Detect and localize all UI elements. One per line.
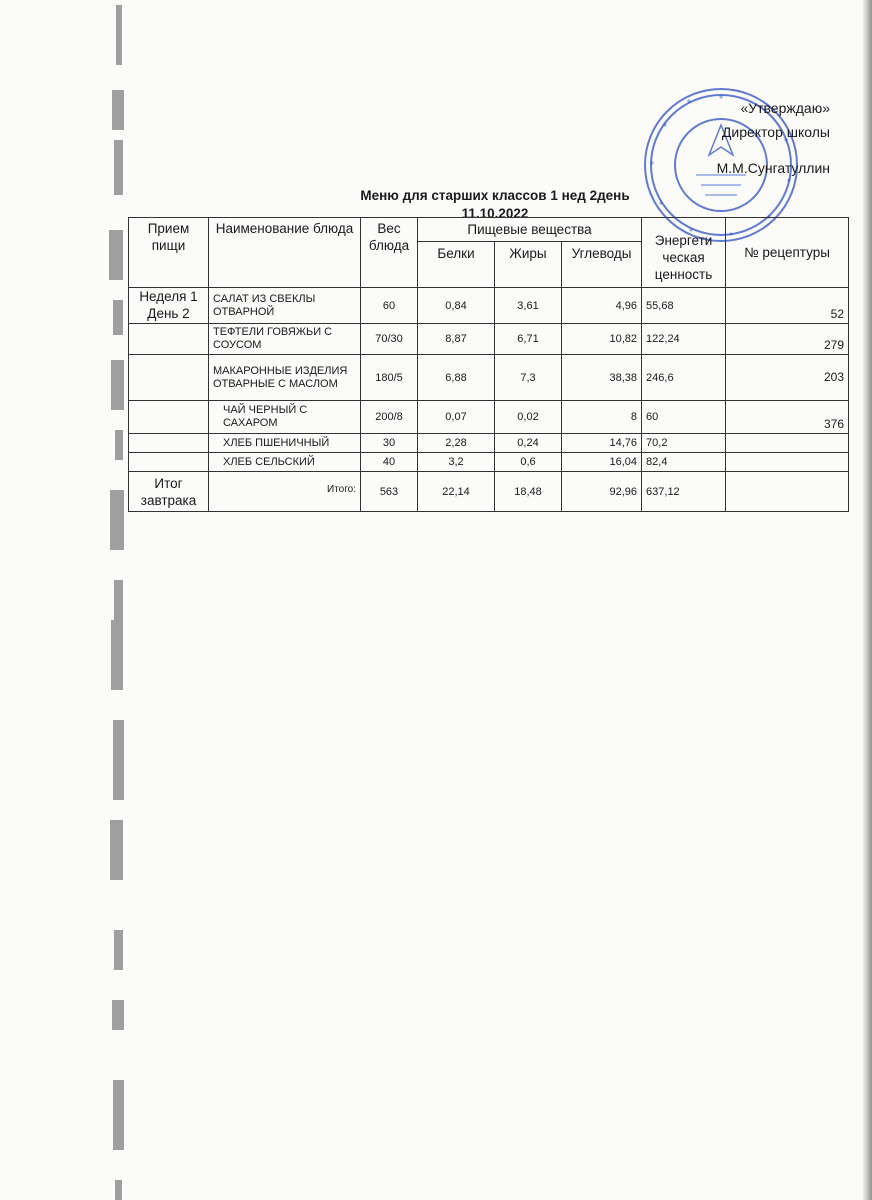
table-row <box>129 355 849 401</box>
total-recipe <box>726 472 849 512</box>
header-weight: Вес блюда <box>361 218 418 288</box>
menu-date: 11.10.2022 <box>461 206 529 221</box>
dish-recipe: 279 <box>726 324 849 355</box>
dish-weight: 30 <box>361 434 418 453</box>
approval-line-approve: «Утверждаю» <box>740 100 830 116</box>
dish-fat: 3,61 <box>495 288 562 324</box>
dish-recipe: 376 <box>726 401 849 434</box>
header-energy: Энергети ческая ценность <box>642 218 726 288</box>
menu-table <box>128 217 849 512</box>
dish-fat: 6,71 <box>495 324 562 355</box>
dish-fat: 0,24 <box>495 434 562 453</box>
dish-name: ХЛЕБ СЕЛЬСКИЙ <box>209 453 361 472</box>
dish-weight: 60 <box>361 288 418 324</box>
dish-protein: 3,2 <box>418 453 495 472</box>
dish-protein: 0,84 <box>418 288 495 324</box>
dish-weight: 200/8 <box>361 401 418 434</box>
meal-cell-empty <box>129 401 209 434</box>
header-carbs: Углеводы <box>562 242 642 288</box>
dish-carbs: 10,82 <box>562 324 642 355</box>
dish-fat: 7,3 <box>495 355 562 401</box>
total-meal-label: Итог завтрака <box>129 472 209 512</box>
dish-name: ХЛЕБ ПШЕНИЧНЫЙ <box>209 434 361 453</box>
header-dish: Наименование блюда <box>209 218 361 288</box>
total-carbs: 92,96 <box>562 472 642 512</box>
approval-line-name: М.М.Сунгатуллин <box>716 160 830 176</box>
approval-block <box>660 96 830 180</box>
total-label: Итого: <box>209 472 361 512</box>
meal-cell-empty <box>129 453 209 472</box>
dish-carbs: 4,96 <box>562 288 642 324</box>
table-row <box>129 288 849 324</box>
meal-cell-empty <box>129 324 209 355</box>
dish-carbs: 14,76 <box>562 434 642 453</box>
scan-edge-artifact <box>104 0 134 1200</box>
dish-name: САЛАТ ИЗ СВЕКЛЫ ОТВАРНОЙ <box>209 288 361 324</box>
dish-recipe <box>726 453 849 472</box>
total-weight: 563 <box>361 472 418 512</box>
table-row <box>129 434 849 453</box>
total-energy: 637,12 <box>642 472 726 512</box>
header-fat: Жиры <box>495 242 562 288</box>
dish-protein: 2,28 <box>418 434 495 453</box>
dish-protein: 8,87 <box>418 324 495 355</box>
dish-fat: 0,6 <box>495 453 562 472</box>
dish-energy: 82,4 <box>642 453 726 472</box>
dish-weight: 70/30 <box>361 324 418 355</box>
meal-cell-empty <box>129 355 209 401</box>
dish-name: МАКАРОННЫЕ ИЗДЕЛИЯ ОТВАРНЫЕ С МАСЛОМ <box>209 355 361 401</box>
header-meal: Прием пищи <box>129 218 209 288</box>
total-fat: 18,48 <box>495 472 562 512</box>
dish-weight: 180/5 <box>361 355 418 401</box>
dish-fat: 0,02 <box>495 401 562 434</box>
meal-label: Неделя 1 День 2 <box>129 288 209 324</box>
total-protein: 22,14 <box>418 472 495 512</box>
dish-weight: 40 <box>361 453 418 472</box>
dish-recipe: 52 <box>726 288 849 324</box>
dish-name: ТЕФТЕЛИ ГОВЯЖЬИ С СОУСОМ <box>209 324 361 355</box>
scan-right-edge <box>862 0 872 1200</box>
approval-line-director: Директор школы <box>721 124 830 140</box>
meal-cell-empty <box>129 434 209 453</box>
dish-energy: 55,68 <box>642 288 726 324</box>
dish-energy: 70,2 <box>642 434 726 453</box>
dish-protein: 0,07 <box>418 401 495 434</box>
dish-name: ЧАЙ ЧЕРНЫЙ С САХАРОМ <box>209 401 361 434</box>
table-row <box>129 401 849 434</box>
dish-energy: 246,6 <box>642 355 726 401</box>
table-header-row <box>129 218 849 242</box>
header-recipe: № рецептуры <box>726 218 849 288</box>
dish-recipe <box>726 434 849 453</box>
dish-carbs: 8 <box>562 401 642 434</box>
header-nutrients: Пищевые вещества <box>418 218 642 242</box>
dish-energy: 122,24 <box>642 324 726 355</box>
table-row <box>129 324 849 355</box>
table-row <box>129 453 849 472</box>
dish-carbs: 16,04 <box>562 453 642 472</box>
dish-carbs: 38,38 <box>562 355 642 401</box>
header-protein: Белки <box>418 242 495 288</box>
dish-recipe: 203 <box>726 355 849 401</box>
menu-title-line: Меню для старших классов 1 нед 2день <box>360 188 630 203</box>
dish-protein: 6,88 <box>418 355 495 401</box>
table-total-row <box>129 472 849 512</box>
dish-energy: 60 <box>642 401 726 434</box>
